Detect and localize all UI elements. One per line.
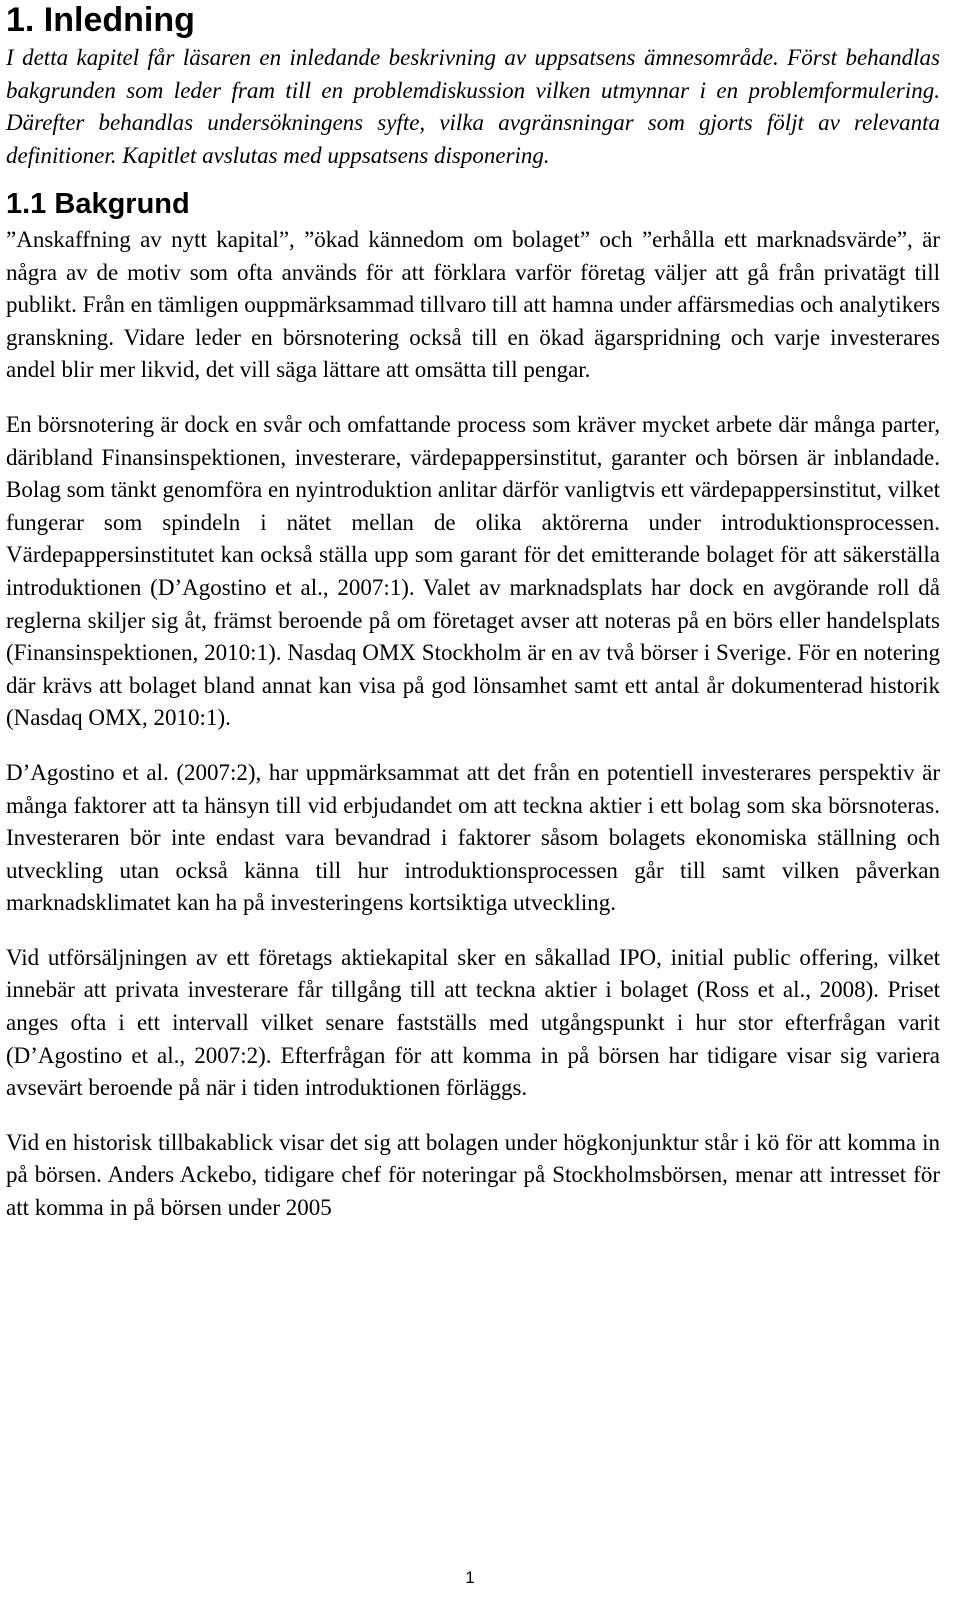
section-heading: 1.1 Bakgrund: [6, 188, 190, 220]
body-paragraph: Vid utförsäljningen av ett företags aktiekapital sker en såkallad IPO, initial public offering, vilket innebär att privata investerare får tillgång till att teckna aktier i bolaget (Ross et al., 2008). Priset anges ofta i ett intervall vilket senare fastställs med utgångspunkt i hur stor efterfrågan varit (D’Agostino et al., 2007:2). Efterfrågan för att komma in på börsen har tidigare visar sig variera avsevärt beroende på när i tiden introduktionen förläggs.: [6, 944, 940, 1101]
body-paragraph: Vid en historisk tillbakablick visar det sig att bolagen under högkonjunktur står i kö för att komma in på börsen. Anders Ackebo, tidigare chef för noteringar på Stockholmsbörsen, menar att intresset för att komma in på börsen under 2005: [6, 1129, 940, 1221]
chapter-heading: 1. Inledning: [6, 1, 195, 39]
chapter-intro: I detta kapitel får läsaren en inledande beskrivning av uppsatsens ämnesområde. Först behandlas bakgrunden som leder fram till en problemdiskussion vilken utmynnar i en problemformulering. Därefter behandlas undersökningens syfte, vilka avgränsningar som gjorts följt av relevanta definitioner. Kapitlet avslutas med uppsatsens disponering.: [6, 45, 940, 168]
document-page: [6, 0, 940, 1225]
body-paragraph: ”Anskaffning av nytt kapital”, ”ökad kännedom om bolaget” och ”erhålla ett marknadsvärde”, är några av de motiv som ofta används för att förklara varför företag väljer att gå från privatägt till publikt. Från en tämligen ouppmärksammad tillvaro till att hamna under affärsmedias och analytikers granskning. Vidare leder en börsnotering också till en ökad ägarspridning och varje investerares andel blir mer likvid, det vill säga lättare att omsätta till pengar.: [6, 227, 941, 383]
page-number: 1: [465, 1568, 475, 1587]
body-paragraph: D’Agostino et al. (2007:2), har uppmärksammat att det från en potentiell investerares perspektiv är många faktorer att ta hänsyn till vid erbjudandet om att teckna aktier i ett bolag som ska börsnoteras. Investeraren bör inte endast vara bevandrad i faktorer såsom bolagets ekonomiska ställning och utveckling utan också känna till hur introduktionsprocessen går till samt vilken påverkan marknadsklimatet kan ha på investeringens kortsiktiga utveckling.: [6, 759, 940, 916]
body-paragraph: En börsnotering är dock en svår och omfattande process som kräver mycket arbete där många parter, däribland Finansinspektionen, investerare, värdepappersinstitut, garanter och börsen är inblandade. Bolag som tänkt genomföra en nyintroduktion anlitar därför vanligtvis ett värdepappersinstitut, vilket fungerar som spindeln i nätet mellan de olika aktörerna under introduktionsprocessen. Värdepappersinstitutet kan också ställa upp som garant för det emitterande bolaget för att säkerställa introduktionen (D’Agostino et al., 2007:1). Valet av marknadsplats har dock en avgörande roll då reglerna skiljer sig åt, främst beroende på om företaget avser att noteras på en börs eller handelsplats (Finansinspektionen, 2010:1). Nasdaq OMX Stockholm är en av två börser i Sverige. För en notering där krävs att bolaget bland annat kan visa på god lönsamhet samt ett antal år dokumenterad historik (Nasdaq OMX, 2010:1).: [6, 411, 940, 731]
